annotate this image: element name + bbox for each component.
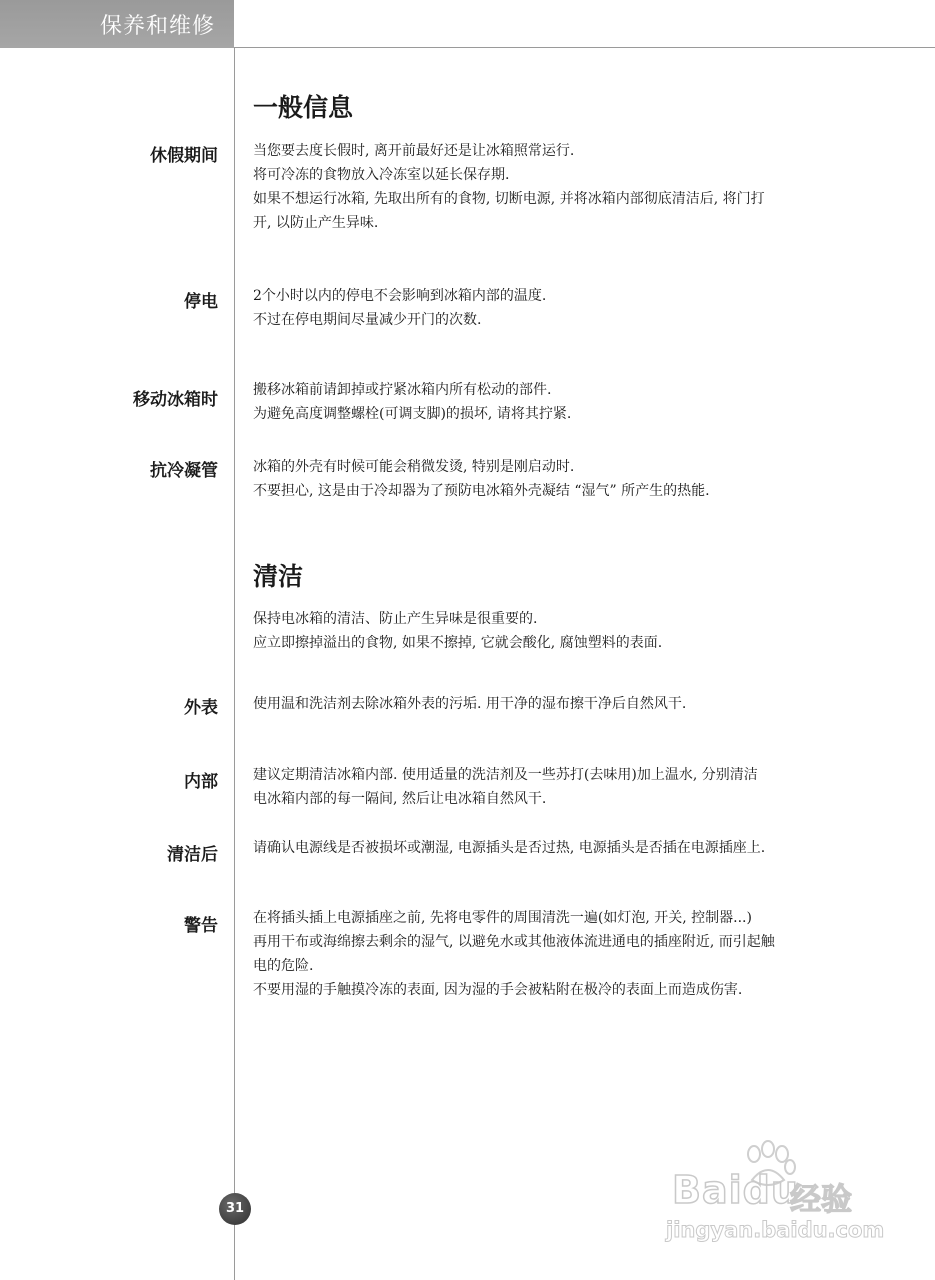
label-moving: 移动冰箱时 [133, 390, 218, 410]
text-line: 使用温和洗洁剂去除冰箱外表的污垢. 用干净的湿布擦干净后自然风干. [253, 696, 687, 712]
brand-part-2: du [742, 1168, 799, 1212]
section-title-general: 一般信息 [253, 93, 354, 122]
watermark-sub: 经验 [790, 1182, 852, 1218]
text-line: 2个小时以内的停电不会影响到冰箱内部的温度. [253, 288, 547, 304]
para-warning [253, 906, 863, 1002]
watermark-brand [672, 1168, 799, 1212]
text-line: 建议定期清洁冰箱内部. 使用适量的洗洁剂及一些苏打(去味用)加上温水, 分别清洁 [253, 767, 758, 783]
label-power-outage: 停电 [184, 292, 218, 312]
text-line: 如果不想运行冰箱, 先取出所有的食物, 切断电源, 并将冰箱内部彻底清洁后, 将门打 [253, 191, 765, 207]
label-after-cleaning: 清洁后 [167, 845, 218, 865]
header-tab [0, 0, 234, 48]
para-moving [253, 378, 863, 426]
text-line: 不要担心, 这是由于冷却器为了预防电冰箱外壳凝结 “湿气” 所产生的热能. [253, 483, 710, 499]
text-line: 开, 以防止产生异味. [253, 215, 379, 231]
text-line: 再用干布或海绵擦去剩余的湿气, 以避免水或其他液体流进通电的插座附近, 而引起触 [253, 934, 775, 950]
brand-part-1: Bai [672, 1168, 743, 1212]
para-vacation [253, 139, 863, 235]
label-exterior: 外表 [184, 698, 218, 718]
label-warning: 警告 [184, 916, 218, 936]
page-number-badge: 31 [219, 1193, 251, 1225]
section-title-cleaning: 清洁 [253, 562, 304, 591]
text-line: 请确认电源线是否被损坏或潮湿, 电源插头是否过热, 电源插头是否插在电源插座上. [253, 840, 766, 856]
baidu-jingyan-watermark [664, 1140, 894, 1250]
text-line: 在将插头插上电源插座之前, 先将电零件的周围清洗一遍(如灯泡, 开关, 控制器...) [253, 910, 752, 926]
text-line: 冰箱的外壳有时候可能会稍微发烫, 特别是刚启动时. [253, 459, 575, 475]
text-line: 电的危险. [253, 958, 314, 974]
label-anti-condensation: 抗冷凝管 [150, 461, 218, 481]
text-line: 为避免高度调整螺栓(可调支脚)的损坏, 请将其拧紧. [253, 406, 572, 422]
label-interior: 内部 [184, 772, 218, 792]
text-line: 不过在停电期间尽量减少开门的次数. [253, 312, 482, 328]
text-line: 应立即擦掉溢出的食物, 如果不擦掉, 它就会酸化, 腐蚀塑料的表面. [253, 635, 663, 651]
para-cleaning-intro [253, 607, 863, 655]
para-anti-condensation [253, 455, 863, 503]
para-after-cleaning [253, 836, 863, 860]
header-rule [234, 47, 935, 48]
para-exterior [253, 692, 863, 716]
text-line: 电冰箱内部的每一隔间, 然后让电冰箱自然风干. [253, 791, 547, 807]
vertical-divider [234, 48, 235, 1280]
label-vacation: 休假期间 [150, 146, 218, 166]
text-line: 不要用湿的手触摸冷冻的表面, 因为湿的手会被粘附在极冷的表面上而造成伤害. [253, 982, 743, 998]
text-line: 搬移冰箱前请卸掉或拧紧冰箱内所有松动的部件. [253, 382, 552, 398]
para-interior [253, 763, 863, 811]
header-title: 保养和维修 [100, 14, 216, 39]
text-line: 将可冷冻的食物放入冷冻室以延长保存期. [253, 167, 510, 183]
watermark-url: jingyan.baidu.com [666, 1218, 885, 1242]
text-line: 当您要去度长假时, 离开前最好还是让冰箱照常运行. [253, 143, 575, 159]
text-line: 保持电冰箱的清洁、防止产生异味是很重要的. [253, 611, 538, 627]
para-power-outage [253, 284, 863, 332]
